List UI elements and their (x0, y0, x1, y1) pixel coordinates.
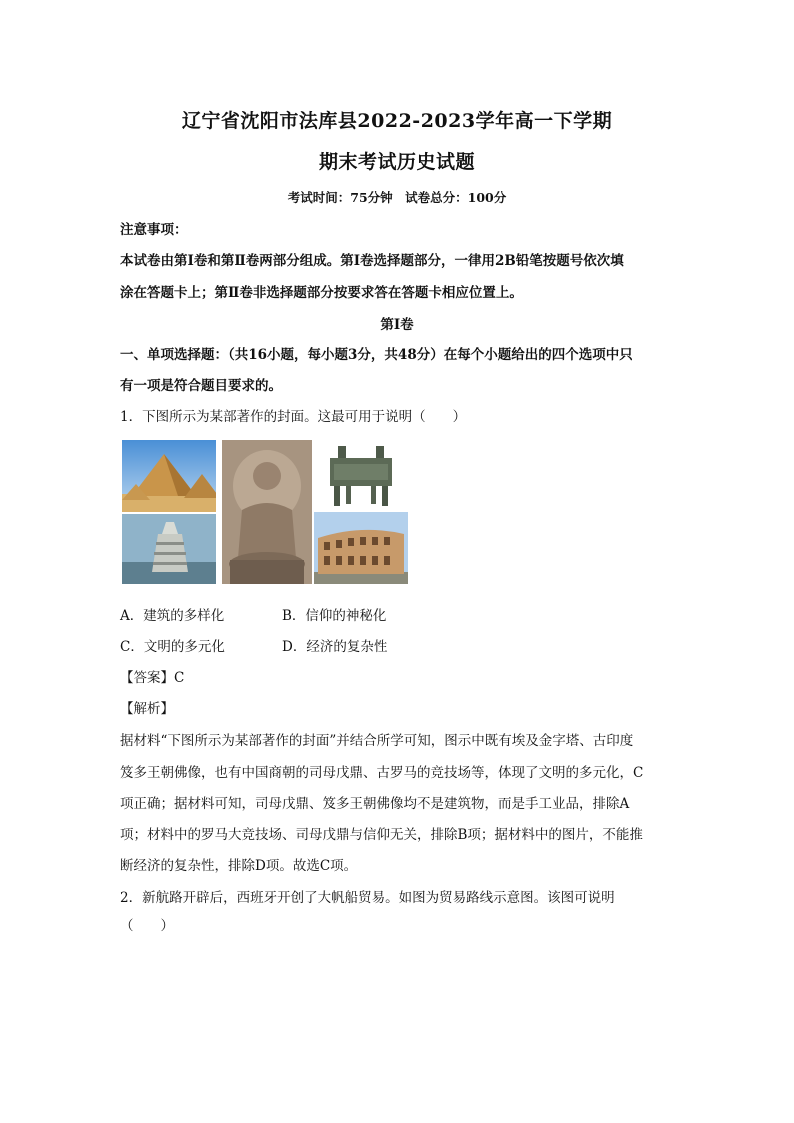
analysis-line-4: 项；材料中的罗马大竞技场、司母戊鼎与信仰无关，排除B项；据材料中的图片，不能推 (120, 827, 643, 843)
exam-title-line2: 期末考试历史试题 (318, 151, 475, 173)
buddha-statue-image (222, 440, 312, 584)
notes-label: 注意事项： (120, 222, 188, 238)
notes-line-1: 本试卷由第Ⅰ卷和第Ⅱ卷两部分组成。第Ⅰ卷选择题部分，一律用2B铅笔按题号依次填 (120, 253, 624, 269)
volume-heading: 第Ⅰ卷 (380, 317, 414, 333)
question-2-stem-line-2: （ ） (120, 918, 174, 934)
question-1-stem: 1．下图所示为某部著作的封面。这最可用于说明（ ） (120, 409, 467, 425)
answer-label: 【答案】C (120, 670, 185, 686)
babel-tower-image (122, 514, 216, 584)
section-heading-line-1: 一、单项选择题：（共16小题，每小题3分，共48分）在每个小题给出的四个选项中只 (120, 347, 633, 363)
exam-title-line1: 辽宁省沈阳市法库县2022-2023学年高一下学期 (181, 110, 613, 132)
option-a: A．建筑的多样化 (120, 608, 225, 624)
analysis-line-3: 项正确；据材料可知，司母戊鼎、笈多王朝佛像均不是建筑物，而是手工业品，排除A (120, 796, 630, 812)
bronze-ding-image (316, 440, 406, 510)
section-heading-line-2: 有一项是符合题目要求的。 (120, 378, 282, 394)
analysis-line-1: 据材料“下图所示为某部著作的封面”并结合所学可知，图示中既有埃及金字塔、古印度 (120, 733, 634, 749)
question-2-stem-line-1: 2．新航路开辟后，西班牙开创了大帆船贸易。如图为贸易路线示意图。该图可说明 (120, 890, 615, 906)
option-c: C．文明的多元化 (120, 639, 225, 655)
analysis-line-2: 笈多王朝佛像，也有中国商朝的司母戊鼎、古罗马的竞技场等，体现了文明的多元化，C (120, 765, 644, 781)
notes-line-2: 涂在答题卡上；第Ⅱ卷非选择题部分按要求答在答题卡相应位置上。 (120, 285, 523, 301)
option-d: D．经济的复杂性 (282, 639, 388, 655)
colosseum-image (314, 512, 408, 584)
pyramid-image (122, 440, 216, 512)
exam-meta: 考试时间：75分钟 试卷总分：100分 (287, 190, 507, 205)
option-b: B．信仰的神秘化 (282, 608, 387, 624)
analysis-line-5: 断经济的复杂性，排除D项。故选C项。 (120, 858, 358, 874)
analysis-label: 【解析】 (120, 701, 174, 717)
